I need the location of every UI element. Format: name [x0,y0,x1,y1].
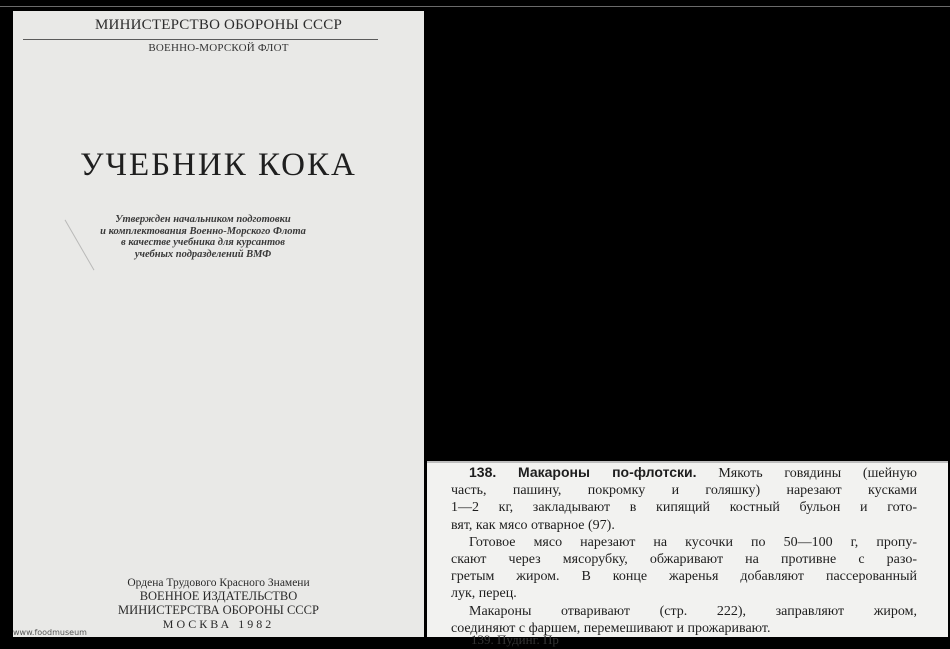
recipe-name: Макароны по-флотски. [518,464,697,480]
book-title: УЧЕБНИК КОКА [80,147,357,183]
recipe-line: Готовое мясо нарезают на кусочки по 50—100 г, пропу- [469,534,917,550]
city-year: МОСКВА 1982 [162,617,275,631]
recipe-line-text: Мякоть говядины (шейную [718,466,918,481]
publisher-line: ВОЕННОЕ ИЗДАТЕЛЬСТВО [139,589,298,603]
watermark-stamp: www.foodmuseum [13,628,87,637]
approval-line: Утвержден начальником подготовки [115,214,291,225]
recipe-line: Макароны отваривают (стр. 222), заправляют жиром, [469,603,917,619]
recipe-line [451,464,917,482]
header-rule [23,39,378,40]
recipe-line: гретым жиром. В конце жаренья добавляют пассерованный [451,569,917,585]
recipe-excerpt [427,461,948,647]
book-title-page [13,11,424,637]
recipe-line: соединяют с фаршем, перемешивают и прожаривают. [451,620,771,636]
recipe-text [451,464,917,637]
next-recipe-fragment: 139. Пудинг. Пр [471,632,559,647]
approval-line: учебных подразделений ВМФ [134,248,272,260]
recipe-line: вят, как мясо отварное (97). [451,517,615,533]
publisher-imprint [13,576,424,632]
order-line: Ордена Трудового Красного Знамени [127,577,310,589]
approval-note [53,214,353,260]
publisher-line: МИНИСТЕРСТВА ОБОРОНЫ СССР [118,602,319,617]
top-divider [0,6,950,7]
fleet-subheading: ВОЕННО-МОРСКОЙ ФЛОТ [148,42,289,54]
ministry-heading: МИНИСТЕРСТВО ОБОРОНЫ СССР [95,17,342,33]
recipe-line: часть, пашину, покромку и голяшку) нарезают кусками [451,483,917,499]
recipe-line: скают через мясорубку, обжаривают на противне с разо- [451,552,917,568]
approval-line: в качестве учебника для курсантов [121,237,285,248]
recipe-line: лук, перец. [451,586,517,602]
recipe-line: 1—2 кг, закладывают в кипящий костный бульон и гото- [451,500,917,516]
page-cut-edge [427,461,948,463]
recipe-number: 138. [469,464,497,480]
approval-line: и комплектования Военно-Морского Флота [100,225,306,237]
